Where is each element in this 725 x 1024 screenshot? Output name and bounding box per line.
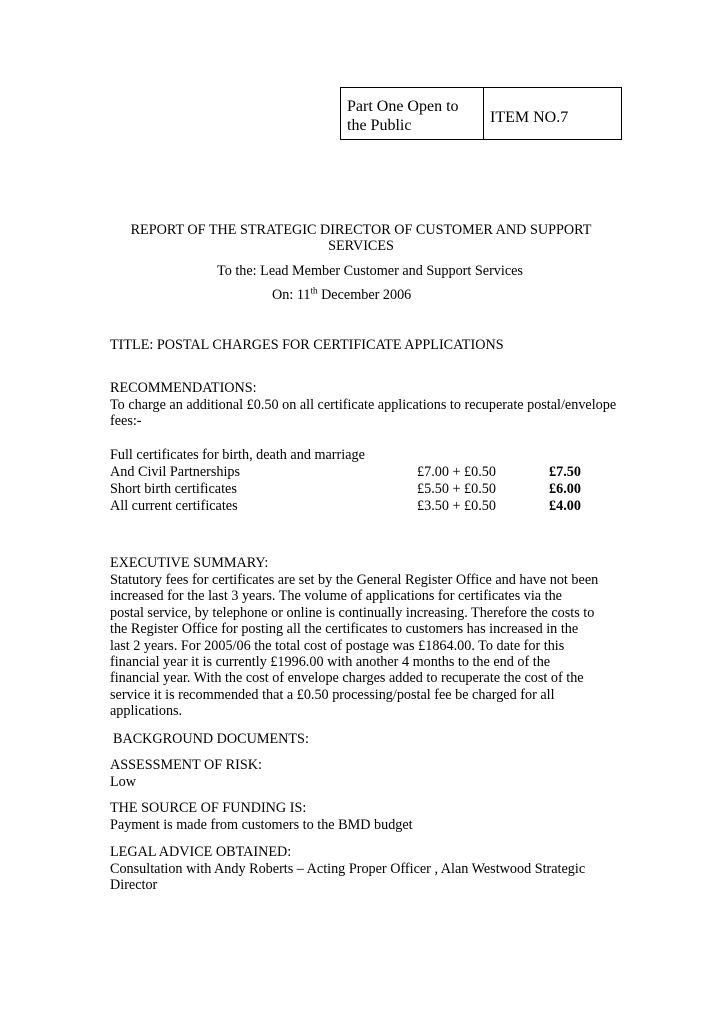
fee-row — [110, 481, 590, 498]
recommendations-heading: RECOMMENDATIONS: — [110, 380, 257, 396]
summary-line: postal service, by telephone or online is continually increasing. Therefore the costs to — [110, 604, 595, 621]
executive-summary-body — [110, 572, 630, 720]
report-to-line: To the: Lead Member Customer and Support Services — [217, 263, 523, 279]
fee-calculation: £3.50 + £0.50 — [417, 498, 496, 514]
fee-total: £6.00 — [549, 481, 581, 497]
fee-calculation: £7.00 + £0.50 — [417, 464, 496, 480]
report-date-line — [272, 287, 411, 303]
header-box — [340, 87, 622, 140]
fee-description: Short birth certificates — [110, 481, 237, 497]
summary-line: Statutory fees for certificates are set by the General Register Office and have not been — [110, 572, 599, 588]
fee-total: £7.50 — [549, 464, 581, 480]
legal-line: Director — [110, 877, 158, 894]
header-part-one: Part One Open to the Public — [341, 88, 484, 139]
recommendations-text: To charge an additional £0.50 on all certificate applications to recuperate postal/envelope fees:- — [110, 397, 617, 430]
legal-heading: LEGAL ADVICE OBTAINED: — [110, 844, 292, 860]
background-documents-heading: BACKGROUND DOCUMENTS: — [113, 731, 309, 747]
fees-intro: Full certificates for birth, death and marriage — [110, 447, 365, 463]
legal-line: Consultation with Andy Roberts – Acting Proper Officer , Alan Westwood Strategic — [110, 861, 586, 877]
date-suffix: December 2006 — [317, 287, 412, 303]
date-prefix: On: 11 — [272, 287, 311, 303]
summary-line: service it is recommended that a £0.50 processing/postal fee be charged for all — [110, 686, 555, 703]
fee-calculation: £5.50 + £0.50 — [417, 481, 496, 497]
executive-summary-heading: EXECUTIVE SUMMARY: — [110, 555, 269, 571]
risk-value: Low — [110, 774, 137, 790]
date-ordinal: th — [310, 285, 318, 296]
fee-total: £4.00 — [549, 498, 581, 514]
fee-description: All current certificates — [110, 498, 238, 514]
legal-body — [110, 861, 630, 894]
funding-heading: THE SOURCE OF FUNDING IS: — [110, 800, 307, 816]
summary-line: applications. — [110, 703, 183, 720]
summary-line: increased for the last 3 years. The volume of applications for certificates via the — [110, 588, 562, 605]
summary-line: financial year. With the cost of envelope charges added to recuperate the cost of the — [110, 670, 584, 687]
funding-value: Payment is made from customers to the BMD budget — [110, 817, 413, 833]
summary-line: financial year it is currently £1996.00 with another 4 months to the end of the — [110, 654, 551, 671]
fee-description: And Civil Partnerships — [110, 464, 241, 480]
report-heading: REPORT OF THE STRATEGIC DIRECTOR OF CUSTOMER AND SUPPORT SERVICES — [130, 222, 592, 255]
summary-line: the Register Office for posting all the certificates to customers has increased in the — [110, 621, 579, 638]
summary-line: last 2 years. For 2005/06 the total cost of postage was £1864.00. To date for this — [110, 637, 565, 654]
fee-row — [110, 464, 590, 481]
header-item-number: ITEM NO.7 — [490, 109, 569, 126]
fee-row — [110, 498, 590, 515]
risk-heading: ASSESSMENT OF RISK: — [110, 757, 262, 773]
document-title: TITLE: POSTAL CHARGES FOR CERTIFICATE APPLICATIONS — [110, 337, 504, 353]
